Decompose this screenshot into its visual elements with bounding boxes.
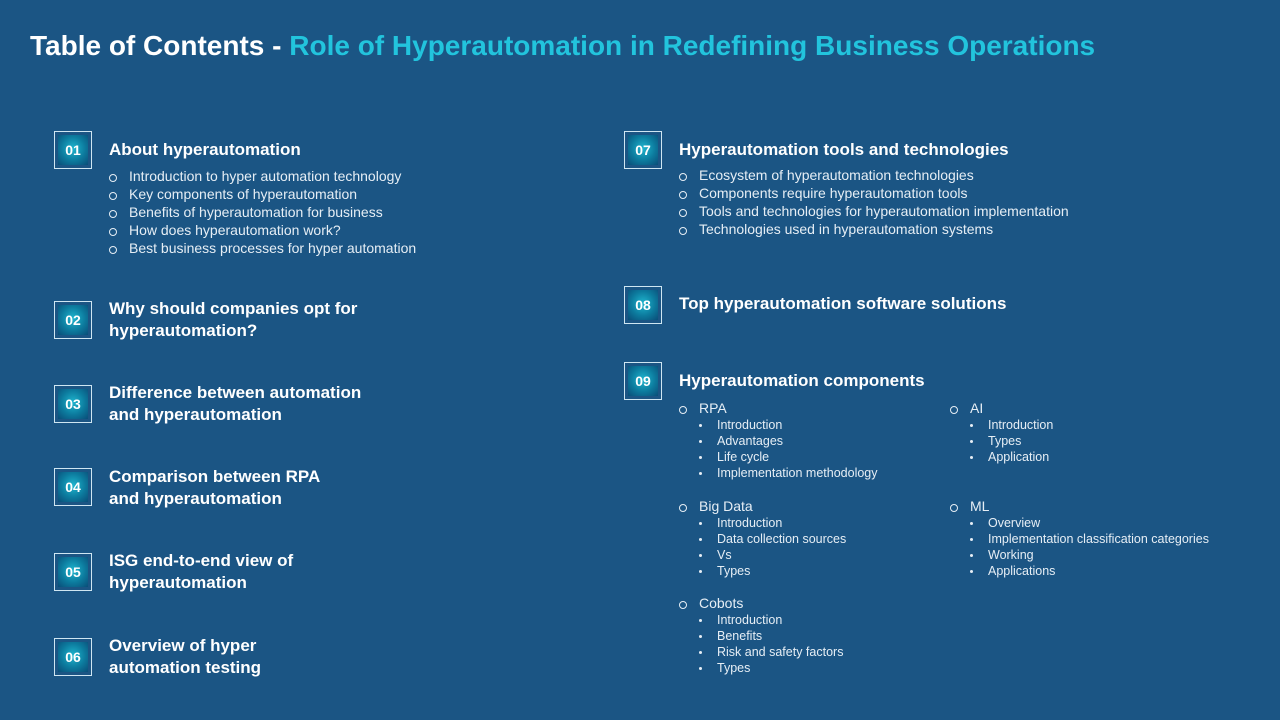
section-number: 02 (58, 305, 88, 335)
section-heading (109, 550, 293, 594)
heading-line: and hyperautomation (109, 405, 282, 424)
section-number-badge (54, 638, 92, 676)
section-number: 09 (628, 366, 658, 396)
list-item: How does hyperautomation work? (109, 221, 416, 239)
list-item: Components require hyperautomation tools (679, 184, 1069, 202)
section-number-badge (54, 131, 92, 169)
list-item: Benefits of hyperautomation for business (109, 203, 416, 221)
section-number-badge (54, 553, 92, 591)
list-item: Vs (679, 547, 846, 563)
component-group-rpa (679, 399, 878, 481)
section-heading: Hyperautomation tools and technologies (679, 140, 1009, 159)
section-number-badge (624, 131, 662, 169)
list-item: Applications (950, 563, 1209, 579)
section-heading (109, 635, 261, 679)
section-items (679, 166, 1069, 238)
heading-line: Why should companies opt for (109, 299, 358, 318)
list-item: Implementation classification categories (950, 531, 1209, 547)
heading-line: hyperautomation? (109, 321, 258, 340)
component-group-label: Cobots (679, 594, 843, 612)
list-item: Overview (950, 515, 1209, 531)
section-number: 06 (58, 642, 88, 672)
list-item: Data collection sources (679, 531, 846, 547)
section-number-badge (624, 286, 662, 324)
section-heading: Top hyperautomation software solutions (679, 294, 1007, 313)
section-number: 08 (628, 290, 658, 320)
section-number: 04 (58, 472, 88, 502)
section-number: 07 (628, 135, 658, 165)
component-group-label: ML (950, 497, 1209, 515)
heading-line: Difference between automation (109, 383, 362, 402)
section-heading (109, 298, 357, 342)
list-item: Working (950, 547, 1209, 563)
list-item: Introduction (679, 612, 843, 628)
section-number: 05 (58, 557, 88, 587)
component-group-ml (950, 497, 1209, 579)
component-group-label: AI (950, 399, 1053, 417)
heading-line: hyperautomation (109, 573, 247, 592)
page-title (30, 30, 1095, 62)
section-items (109, 167, 416, 257)
section-heading (109, 382, 361, 426)
list-item: Application (950, 449, 1053, 465)
list-item: Types (950, 433, 1053, 449)
component-group-label: RPA (679, 399, 878, 417)
list-item: Introduction (679, 515, 846, 531)
list-item: Introduction (950, 417, 1053, 433)
section-number-badge (624, 362, 662, 400)
section-heading: Hyperautomation components (679, 371, 925, 390)
list-item: Risk and safety factors (679, 644, 843, 660)
section-number: 03 (58, 389, 88, 419)
list-item: Life cycle (679, 449, 878, 465)
section-heading (109, 466, 320, 510)
list-item: Types (679, 660, 843, 676)
list-item: Introduction to hyper automation technology (109, 167, 416, 185)
section-heading: About hyperautomation (109, 140, 301, 159)
section-number-badge (54, 385, 92, 423)
heading-line: ISG end-to-end view of (109, 551, 294, 570)
component-group-ai (950, 399, 1053, 465)
heading-line: Comparison between RPA (109, 467, 321, 486)
list-item: Tools and technologies for hyperautomation implementation (679, 202, 1069, 220)
component-group-big-data (679, 497, 846, 579)
component-group-label: Big Data (679, 497, 846, 515)
list-item: Benefits (679, 628, 843, 644)
section-number-badge (54, 301, 92, 339)
list-item: Types (679, 563, 846, 579)
list-item: Advantages (679, 433, 878, 449)
list-item: Technologies used in hyperautomation systems (679, 220, 1069, 238)
list-item: Implementation methodology (679, 465, 878, 481)
heading-line: and hyperautomation (109, 489, 282, 508)
list-item: Best business processes for hyper automation (109, 239, 416, 257)
title-highlight: Role of Hyperautomation in Redefining Business Operations (289, 30, 1096, 61)
title-prefix: Table of Contents - (30, 30, 290, 61)
section-number: 01 (58, 135, 88, 165)
heading-line: Overview of hyper (109, 636, 257, 655)
heading-line: automation testing (109, 658, 262, 677)
list-item: Introduction (679, 417, 878, 433)
list-item: Key components of hyperautomation (109, 185, 416, 203)
list-item: Ecosystem of hyperautomation technologies (679, 166, 1069, 184)
component-group-cobots (679, 594, 843, 676)
section-number-badge (54, 468, 92, 506)
